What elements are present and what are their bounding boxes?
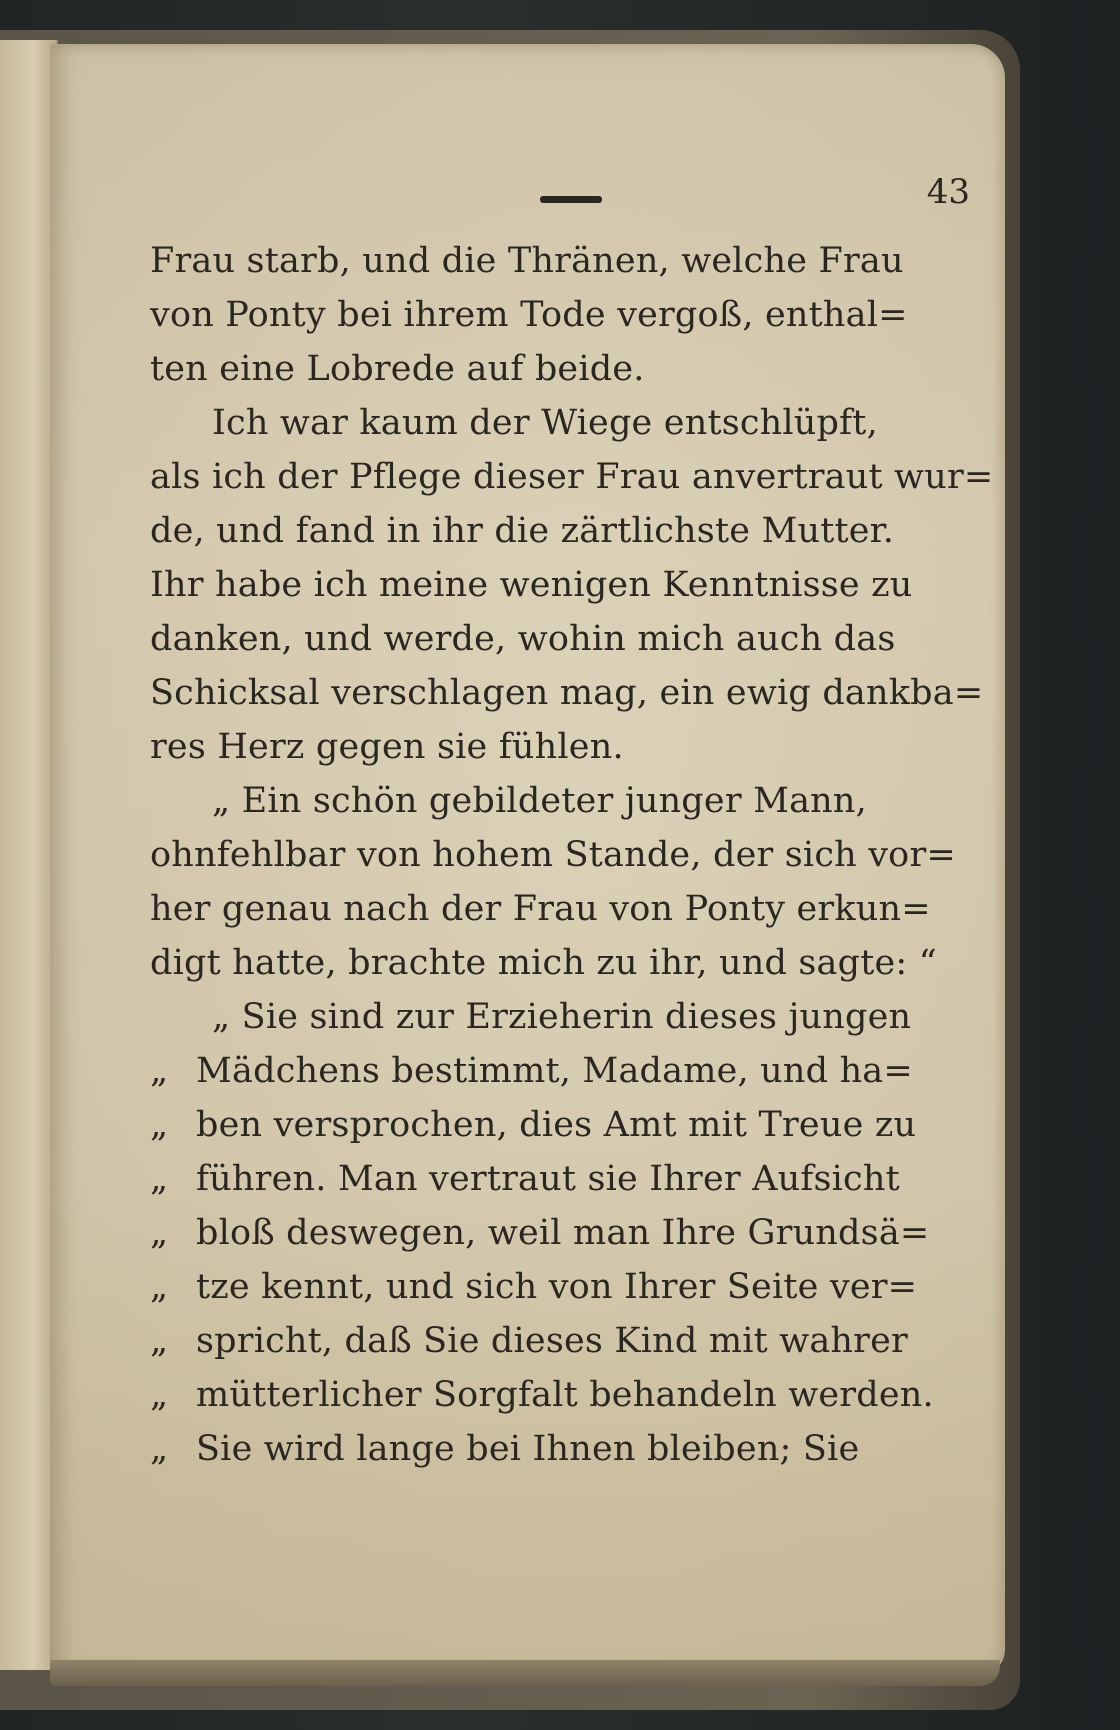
text-line-content: spricht, daß Sie dieses Kind mit wahrer (196, 1321, 908, 1361)
running-head (150, 164, 990, 234)
text-line-content: Frau starb, und die Thränen, welche Frau (150, 241, 904, 281)
quote-mark: „ (150, 1321, 169, 1361)
text-line-content: res Herz gegen sie fühlen. (150, 727, 624, 767)
text-line-content: führen. Man vertraut sie Ihrer Aufsicht (196, 1159, 900, 1199)
text-line (150, 828, 990, 882)
text-line (150, 612, 990, 666)
text-line (150, 288, 990, 342)
text-line (150, 720, 990, 774)
text-line-content: danken, und werde, wohin mich auch das (150, 619, 896, 659)
quote-mark: „ (150, 1213, 169, 1253)
text-line (150, 1098, 990, 1152)
text-line (150, 1152, 990, 1206)
header-rule (540, 196, 602, 203)
text-line-content: ten eine Lobrede auf beide. (150, 349, 645, 389)
text-line-content: ben versprochen, dies Amt mit Treue zu (196, 1105, 917, 1145)
text-line (150, 1044, 990, 1098)
book-page (50, 44, 1005, 1674)
text-line (150, 396, 990, 450)
text-line (150, 234, 990, 288)
text-line-content: als ich der Pflege dieser Frau anvertraut wur= (150, 457, 994, 497)
text-line-content: Ihr habe ich meine wenigen Kenntnisse zu (150, 565, 913, 605)
text-line-content: bloß deswegen, weil man Ihre Grundsä= (196, 1213, 930, 1253)
text-line (150, 936, 990, 990)
quote-mark: „ (150, 1375, 169, 1415)
text-line-content: digt hatte, brachte mich zu ihr, und sagte: “ (150, 943, 937, 983)
text-line (150, 1422, 990, 1476)
bottom-page-edge (50, 1660, 1000, 1686)
text-line-content: „ Ein schön gebildeter junger Mann, (212, 781, 867, 821)
body-text (150, 234, 994, 1476)
text-line (150, 990, 990, 1044)
text-line (150, 666, 990, 720)
text-line (150, 1314, 990, 1368)
quote-mark: „ (150, 1429, 169, 1469)
text-line (150, 774, 990, 828)
text-line-content: Mädchens bestimmt, Madame, und ha= (196, 1051, 913, 1091)
text-line (150, 882, 990, 936)
page-number: 43 (926, 172, 970, 212)
text-line-content: mütterlicher Sorgfalt behandeln werden. (196, 1375, 934, 1415)
text-line-content: ohnfehlbar von hohem Stande, der sich vor= (150, 835, 956, 875)
text-line (150, 1206, 990, 1260)
quote-mark: „ (150, 1267, 169, 1307)
text-line-content: de, und fand in ihr die zärtlichste Mutter. (150, 511, 895, 551)
text-line-content: Schicksal verschlagen mag, ein ewig dankba= (150, 673, 984, 713)
text-line (150, 1368, 990, 1422)
text-line-content: tze kennt, und sich von Ihrer Seite ver= (196, 1267, 918, 1307)
text-line-content: her genau nach der Frau von Ponty erkun= (150, 889, 931, 929)
text-line-content: Sie wird lange bei Ihnen bleiben; Sie (196, 1429, 860, 1469)
text-line-content: von Ponty bei ihrem Tode vergoß, enthal= (150, 295, 908, 335)
text-line (150, 1260, 990, 1314)
text-line (150, 558, 990, 612)
text-line-content: Ich war kaum der Wiege entschlüpft, (212, 403, 878, 443)
text-line (150, 504, 990, 558)
text-line-content: „ Sie sind zur Erzieherin dieses jungen (212, 997, 912, 1037)
text-line (150, 450, 994, 504)
text-line (150, 342, 990, 396)
page-content (150, 164, 994, 1584)
quote-mark: „ (150, 1051, 169, 1091)
quote-mark: „ (150, 1159, 169, 1199)
quote-mark: „ (150, 1105, 169, 1145)
